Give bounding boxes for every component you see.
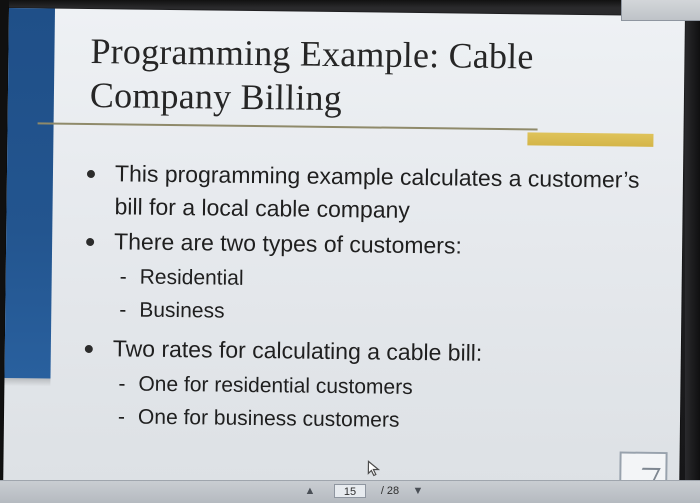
sub-text: Residential [139, 265, 244, 290]
slide-title [90, 29, 651, 124]
bullet-text: There are two types of customers: [113, 228, 462, 259]
bullet-dot-icon [86, 238, 94, 246]
left-accent-shadow [4, 378, 50, 387]
cursor-arrow-icon [365, 459, 383, 477]
dash-icon: - [117, 405, 126, 429]
bullet-text: Two rates for calculating a cable bill: [112, 335, 483, 366]
dash-icon: - [119, 298, 127, 322]
sub-text: One for business customers [137, 405, 400, 432]
sub-list [119, 260, 646, 332]
total-pages-label: / 28 [380, 485, 400, 497]
sub-list [118, 367, 645, 439]
slide-title-line-2: Company Billing [89, 74, 343, 119]
window-corner-bar [621, 0, 700, 21]
bullet-list [84, 157, 647, 446]
bullet-item [85, 332, 645, 372]
bullet-dot-icon [87, 170, 95, 178]
bullet-item [86, 225, 646, 265]
dash-icon: - [119, 265, 127, 289]
slide-screen [3, 8, 685, 488]
presentation-footer [0, 480, 700, 503]
bullet-text: This programming example calculates a customer’s bill for a local cable company [114, 160, 640, 223]
arrow-up-icon[interactable]: ▲ [304, 485, 316, 497]
dash-icon: - [118, 372, 126, 396]
sub-item [119, 293, 645, 332]
monitor-right-edge [685, 0, 700, 503]
monitor-top-edge [0, 0, 700, 8]
bullet-dot-icon [85, 345, 93, 353]
sub-text: One for residential customers [138, 372, 413, 399]
arrow-down-icon[interactable]: ▼ [412, 485, 424, 497]
title-rule [38, 122, 538, 130]
left-accent-bar [4, 8, 55, 379]
slide-title-line-1: Programming Example: Cable [90, 31, 534, 77]
sub-item [118, 400, 644, 439]
current-page-field[interactable]: 15 [334, 484, 366, 498]
sub-text: Business [139, 298, 225, 323]
page-navigation [300, 483, 450, 501]
bullet-item [86, 157, 647, 230]
title-accent-bar [527, 132, 653, 147]
